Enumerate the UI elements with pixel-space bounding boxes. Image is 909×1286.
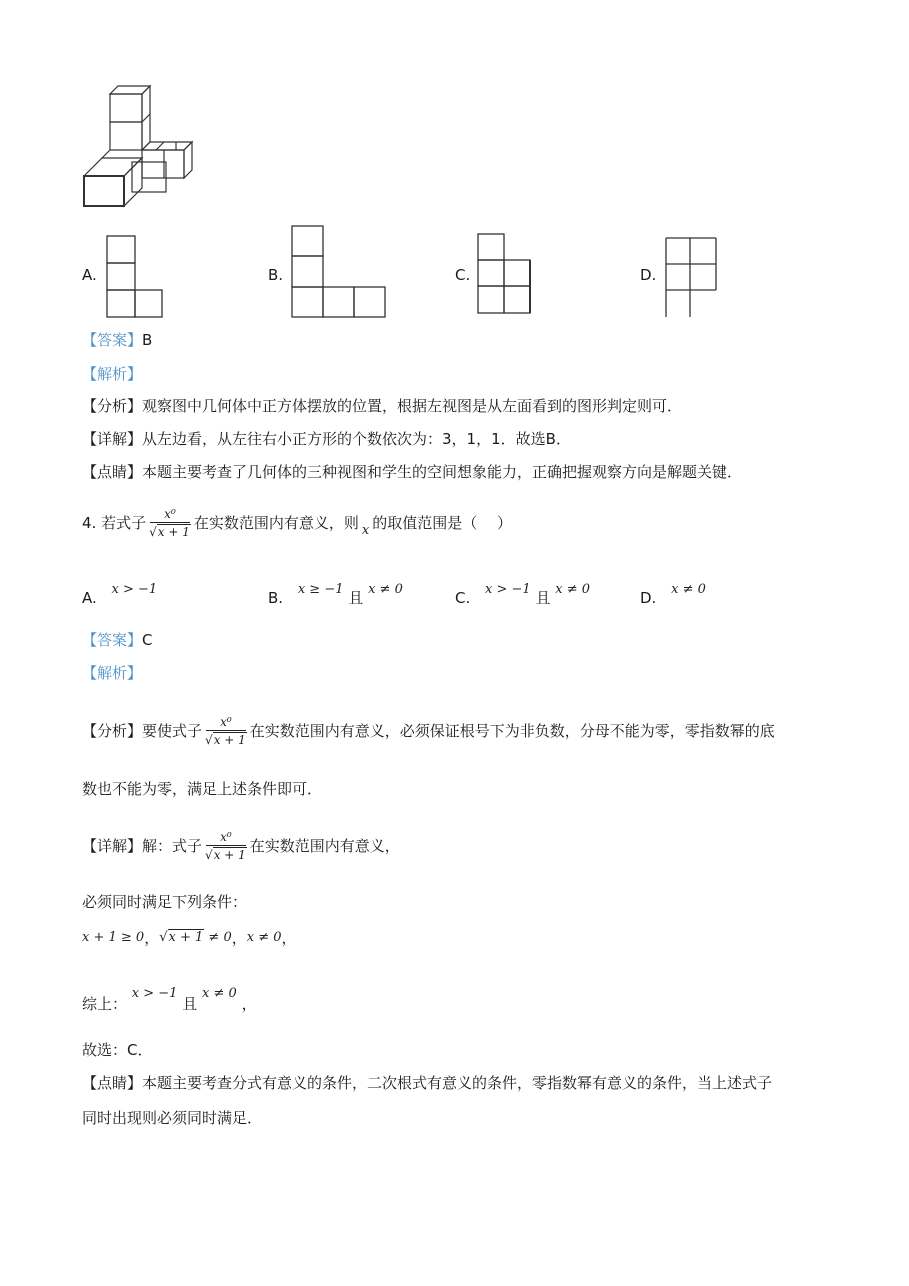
summary-conj: 且 (182, 995, 198, 1013)
q3-fenxi (82, 396, 682, 416)
fraction-denominator: x + 1 (213, 847, 246, 862)
option-conj: 且 (535, 589, 551, 607)
q3-option-c-label: C. (455, 266, 471, 284)
option-math: x > −1 (485, 582, 531, 597)
q4-fenxi-line2: 数也不能为零，满足上述条件即可． (82, 780, 323, 798)
fraction-numerator: x⁰ (164, 506, 176, 521)
answer-tag: 【答案】 (82, 331, 143, 349)
fenxi-post: 在实数范围内有意义，必须保证根号下为非负数，分母不能为零，零指数幂的底 (249, 722, 775, 740)
q4-choose: 故选：C． (82, 1041, 153, 1059)
fenxi-pre: 要使式子 (142, 722, 203, 740)
summary-post: ， (241, 995, 257, 1013)
q4-fenxi (82, 705, 775, 757)
q4-stem-fraction: $\frac{\text{x⁰}}{√x + 1}$ (149, 506, 190, 539)
q4-xiangjie (82, 820, 400, 872)
q4-dianjing (82, 1073, 772, 1093)
q4-answer (82, 630, 153, 650)
q4-dianjing-line2: 同时出现则必须同时满足． (82, 1109, 263, 1127)
fraction-denominator: x + 1 (157, 524, 190, 539)
q3-option-d-label: D. (640, 266, 657, 284)
option-conj: 且 (348, 589, 364, 607)
separator: ， (281, 929, 297, 947)
xiangjie-tag: 【详解】 (82, 837, 143, 855)
separator: ， (231, 929, 247, 947)
answer-value: B (142, 331, 153, 349)
xiangjie-tag: 【详解】 (82, 430, 143, 448)
option-math-2: x ≠ 0 (368, 582, 403, 597)
fenxi-tag: 【分析】 (82, 722, 143, 740)
answer-tag: 【答案】 (82, 631, 143, 649)
q4-stem-mid: 在实数范围内有意义，则 (193, 514, 359, 532)
q4-stem-prefix: 4. 若式子 (82, 514, 147, 532)
fraction-numerator: x⁰ (220, 714, 232, 729)
option-label: C. (455, 589, 471, 607)
dianjing-tag: 【点睛】 (82, 1074, 143, 1092)
q4-option-b (268, 578, 403, 607)
condition-2-rest: ≠ 0 (208, 930, 232, 945)
condition-1: x + 1 ≥ 0 (82, 930, 145, 945)
summary-math-1: x > −1 (131, 986, 178, 1001)
xiangjie-post: 在实数范围内有意义， (249, 837, 400, 855)
fenxi-text: 观察图中几何体中正方体摆放的位置，根据左视图是从左面看到的图形判定则可． (142, 397, 683, 415)
q3-option-c-view (476, 232, 536, 316)
fenxi-tag: 【分析】 (82, 397, 143, 415)
condition-2-radicand: x + 1 (168, 930, 204, 945)
option-label: D. (640, 589, 657, 607)
xiangjie-text: 从左边看，从左往右小正方形的个数依次为：3，1，1．故选B． (142, 430, 571, 448)
condition-2: √x + 1 ≠ 0 (159, 930, 232, 945)
option-math: x > −1 (111, 582, 158, 597)
dianjing-tag: 【点睛】 (82, 463, 143, 481)
option-math-2: x ≠ 0 (555, 582, 591, 597)
q4-option-a (82, 578, 158, 607)
q4-stem-suffix: 的取值范围是（ ） (372, 514, 512, 532)
q3-option-d-view (662, 236, 722, 320)
cube-solid-figure (80, 82, 195, 208)
condition-3: x ≠ 0 (246, 930, 282, 945)
q3-option-b-view (290, 224, 388, 320)
xiangjie-pre: 解：式子 (142, 837, 203, 855)
q4-summary (82, 986, 257, 1013)
fraction-denominator: x + 1 (213, 732, 246, 747)
fraction-numerator: x⁰ (220, 829, 232, 844)
option-math: x ≥ −1 (297, 582, 344, 597)
q4-stem (82, 498, 512, 548)
q3-answer (82, 330, 152, 350)
q3-analysis-tag: 【解析】 (82, 365, 143, 383)
q4-analysis-tag: 【解析】 (82, 664, 143, 682)
q3-dianjing (82, 462, 742, 482)
xiangjie-fraction: $\frac{\text{x⁰}}{√x + 1}$ (205, 829, 246, 862)
q4-conditions-intro: 必须同时满足下列条件： (82, 893, 248, 911)
q4-conditions (82, 928, 297, 948)
option-math: x ≠ 0 (671, 582, 706, 597)
q4-option-c (455, 578, 591, 607)
q3-xiangjie (82, 429, 571, 449)
summary-math-2: x ≠ 0 (202, 986, 237, 1001)
option-label: A. (82, 589, 97, 607)
q3-option-b-label: B. (268, 266, 284, 284)
q4-stem-var: x (361, 523, 370, 538)
dianjing-line1: 本题主要考查分式有意义的条件，二次根式有意义的条件，零指数幂有意义的条件，当上述式子 (142, 1074, 773, 1092)
summary-pre: 综上： (82, 995, 128, 1013)
answer-value: C (142, 631, 153, 649)
q3-option-a-view (105, 234, 165, 320)
q4-option-d (640, 578, 706, 607)
fenxi-fraction: $\frac{\text{x⁰}}{√x + 1}$ (205, 714, 246, 747)
dianjing-text: 本题主要考查了几何体的三种视图和学生的空间想象能力，正确把握观察方向是解题关键． (142, 463, 743, 481)
q3-option-a-label: A. (82, 266, 97, 284)
separator: ， (144, 929, 160, 947)
option-label: B. (268, 589, 284, 607)
